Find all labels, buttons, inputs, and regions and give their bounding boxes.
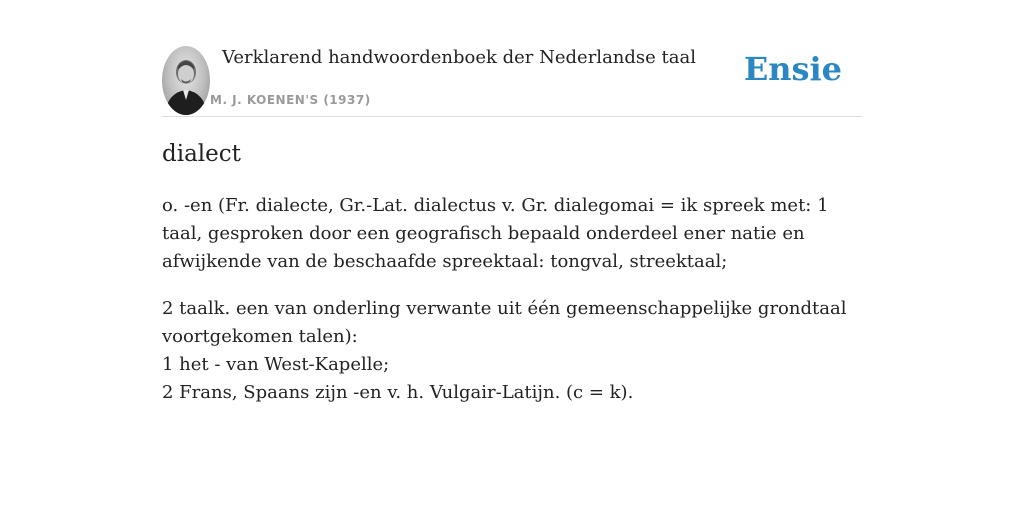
definition-line: 2 Frans, Spaans zijn -en v. h. Vulgair-Latijn. (c = k). [162,382,634,403]
ensie-logo-link[interactable]: Ensie [743,50,842,88]
author-portrait-icon [162,46,210,115]
definition-line: 1 het - van West-Kapelle; [162,354,390,375]
definition-paragraph-2 [162,295,867,407]
definition-paragraph-1: o. -en (Fr. dialecte, Gr.-Lat. dialectus v. Gr. dialegomai = ik spreek met: 1 taal, gesproken door een geografisch bepaald onderdeel ener natie en afwijkende van de beschaafde spreektaal: tongval, streektaal; [162,195,829,272]
site-header [162,46,862,117]
dictionary-author-year: M. J. KOENEN'S (1937) [210,93,371,107]
definition-line: 2 taalk. een van onderling verwante uit één gemeenschappelijke grondtaal voortgekomen talen): [162,298,847,347]
entry-term: dialect [162,141,241,167]
entry-definition [162,192,867,426]
dictionary-title: Verklarend handwoordenboek der Nederlandse taal [222,47,696,68]
